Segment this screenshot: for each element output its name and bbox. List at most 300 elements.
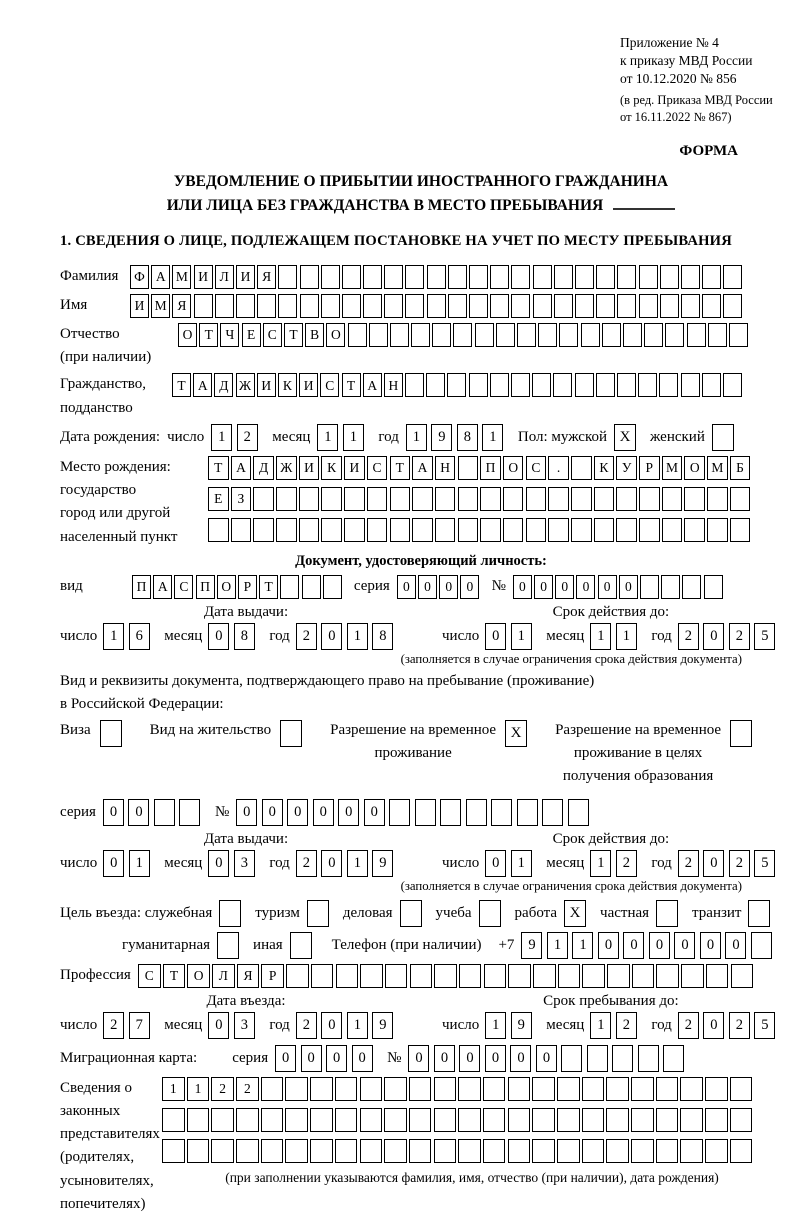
empty-cell[interactable] (342, 265, 361, 289)
empty-cell[interactable] (730, 1077, 753, 1101)
char-cell[interactable]: Н (435, 456, 456, 480)
char-cell[interactable]: Т (199, 323, 218, 347)
char-cell[interactable]: М (662, 456, 683, 480)
empty-cell[interactable] (571, 456, 592, 480)
char-cell[interactable]: 0 (364, 799, 385, 826)
empty-cell[interactable] (162, 1139, 185, 1163)
char-cell[interactable]: Е (242, 323, 261, 347)
empty-cell[interactable] (405, 294, 424, 318)
char-cell[interactable]: 0 (208, 850, 229, 877)
empty-cell[interactable] (681, 964, 704, 988)
char-cell[interactable]: Т (259, 575, 278, 599)
empty-cell[interactable] (582, 1108, 605, 1132)
empty-cell[interactable] (360, 1077, 383, 1101)
empty-cell[interactable] (276, 518, 297, 542)
char-cell[interactable]: 0 (208, 1012, 229, 1039)
char-cell[interactable]: 1 (511, 850, 532, 877)
char-cell[interactable]: 3 (234, 1012, 255, 1039)
empty-cell[interactable] (453, 323, 472, 347)
char-cell[interactable]: С (526, 456, 547, 480)
empty-cell[interactable] (458, 456, 479, 480)
empty-cell[interactable] (299, 487, 320, 511)
char-cell[interactable]: 8 (457, 424, 478, 451)
empty-cell[interactable] (344, 487, 365, 511)
char-cell[interactable]: А (231, 456, 252, 480)
empty-cell[interactable] (285, 1139, 308, 1163)
empty-cell[interactable] (638, 1045, 659, 1072)
purpose-other-checkbox[interactable] (290, 932, 312, 959)
empty-cell[interactable] (503, 518, 524, 542)
empty-cell[interactable] (367, 487, 388, 511)
empty-cell[interactable] (656, 1108, 679, 1132)
char-cell[interactable]: С (138, 964, 161, 988)
empty-cell[interactable] (660, 294, 679, 318)
empty-cell[interactable] (511, 294, 530, 318)
char-cell[interactable]: 8 (372, 623, 393, 650)
char-cell[interactable]: 1 (485, 1012, 506, 1039)
empty-cell[interactable] (582, 964, 605, 988)
empty-cell[interactable] (705, 1077, 728, 1101)
empty-cell[interactable] (596, 294, 615, 318)
empty-cell[interactable] (575, 265, 594, 289)
purpose-business-checkbox[interactable] (400, 900, 422, 927)
char-cell[interactable]: 2 (729, 1012, 750, 1039)
empty-cell[interactable] (533, 294, 552, 318)
char-cell[interactable]: А (153, 575, 172, 599)
empty-cell[interactable] (285, 1108, 308, 1132)
empty-cell[interactable] (631, 1108, 654, 1132)
empty-cell[interactable] (632, 964, 655, 988)
empty-cell[interactable] (321, 518, 342, 542)
empty-cell[interactable] (705, 1139, 728, 1163)
empty-cell[interactable] (538, 323, 557, 347)
empty-cell[interactable] (680, 1139, 703, 1163)
empty-cell[interactable] (412, 487, 433, 511)
empty-cell[interactable] (639, 518, 660, 542)
empty-cell[interactable] (321, 294, 340, 318)
empty-cell[interactable] (435, 487, 456, 511)
empty-cell[interactable] (656, 964, 679, 988)
purpose-transit-checkbox[interactable] (748, 900, 770, 927)
empty-cell[interactable] (459, 964, 482, 988)
char-cell[interactable]: 0 (485, 623, 506, 650)
empty-cell[interactable] (517, 799, 538, 826)
empty-cell[interactable] (582, 1139, 605, 1163)
empty-cell[interactable] (661, 575, 680, 599)
char-cell[interactable]: О (503, 456, 524, 480)
char-cell[interactable]: 0 (598, 932, 619, 959)
empty-cell[interactable] (508, 1139, 531, 1163)
temporary-residence-permit-checkbox[interactable]: X (505, 720, 527, 747)
empty-cell[interactable] (684, 518, 705, 542)
char-cell[interactable]: О (684, 456, 705, 480)
char-cell[interactable]: 0 (313, 799, 334, 826)
empty-cell[interactable] (554, 265, 573, 289)
empty-cell[interactable] (491, 799, 512, 826)
empty-cell[interactable] (723, 265, 742, 289)
char-cell[interactable]: 0 (703, 1012, 724, 1039)
empty-cell[interactable] (511, 373, 530, 397)
empty-cell[interactable] (390, 323, 409, 347)
char-cell[interactable]: З (231, 487, 252, 511)
empty-cell[interactable] (335, 1077, 358, 1101)
empty-cell[interactable] (458, 1077, 481, 1101)
empty-cell[interactable] (557, 1077, 580, 1101)
empty-cell[interactable] (458, 1139, 481, 1163)
char-cell[interactable]: 5 (754, 1012, 775, 1039)
char-cell[interactable]: А (412, 456, 433, 480)
empty-cell[interactable] (558, 964, 581, 988)
empty-cell[interactable] (360, 964, 383, 988)
empty-cell[interactable] (568, 799, 589, 826)
empty-cell[interactable] (211, 1139, 234, 1163)
char-cell[interactable]: И (257, 373, 276, 397)
empty-cell[interactable] (299, 518, 320, 542)
char-cell[interactable]: Е (208, 487, 229, 511)
char-cell[interactable]: Ж (236, 373, 255, 397)
empty-cell[interactable] (612, 1045, 633, 1072)
empty-cell[interactable] (302, 575, 321, 599)
empty-cell[interactable] (440, 799, 461, 826)
char-cell[interactable]: 2 (616, 850, 637, 877)
char-cell[interactable]: 0 (674, 932, 695, 959)
empty-cell[interactable] (435, 518, 456, 542)
char-cell[interactable]: И (236, 265, 255, 289)
char-cell[interactable]: 0 (576, 575, 595, 599)
empty-cell[interactable] (681, 265, 700, 289)
char-cell[interactable]: 0 (460, 575, 479, 599)
empty-cell[interactable] (215, 294, 234, 318)
empty-cell[interactable] (532, 1108, 555, 1132)
empty-cell[interactable] (751, 932, 772, 959)
empty-cell[interactable] (369, 323, 388, 347)
sex-female-checkbox[interactable] (712, 424, 734, 451)
char-cell[interactable]: П (480, 456, 501, 480)
empty-cell[interactable] (211, 1108, 234, 1132)
char-cell[interactable]: 1 (129, 850, 150, 877)
empty-cell[interactable] (311, 964, 334, 988)
education-residence-permit-checkbox[interactable] (730, 720, 752, 747)
char-cell[interactable]: Н (384, 373, 403, 397)
empty-cell[interactable] (236, 294, 255, 318)
char-cell[interactable]: 1 (162, 1077, 185, 1101)
empty-cell[interactable] (730, 518, 751, 542)
char-cell[interactable]: 0 (459, 1045, 480, 1072)
empty-cell[interactable] (280, 575, 299, 599)
char-cell[interactable]: 0 (321, 623, 342, 650)
empty-cell[interactable] (681, 373, 700, 397)
empty-cell[interactable] (412, 518, 433, 542)
char-cell[interactable]: А (193, 373, 212, 397)
empty-cell[interactable] (557, 1108, 580, 1132)
char-cell[interactable]: Я (237, 964, 260, 988)
empty-cell[interactable] (508, 1077, 531, 1101)
char-cell[interactable]: 2 (729, 623, 750, 650)
empty-cell[interactable] (384, 1108, 407, 1132)
char-cell[interactable]: 2 (678, 850, 699, 877)
char-cell[interactable]: 3 (234, 850, 255, 877)
char-cell[interactable]: Ж (276, 456, 297, 480)
empty-cell[interactable] (705, 1108, 728, 1132)
empty-cell[interactable] (389, 799, 410, 826)
empty-cell[interactable] (571, 518, 592, 542)
purpose-tourism-checkbox[interactable] (307, 900, 329, 927)
purpose-work-checkbox[interactable]: X (564, 900, 586, 927)
char-cell[interactable]: 0 (649, 932, 670, 959)
char-cell[interactable]: 0 (513, 575, 532, 599)
empty-cell[interactable] (617, 294, 636, 318)
empty-cell[interactable] (533, 964, 556, 988)
char-cell[interactable]: 0 (321, 1012, 342, 1039)
empty-cell[interactable] (680, 1108, 703, 1132)
char-cell[interactable]: И (130, 294, 149, 318)
char-cell[interactable]: Т (342, 373, 361, 397)
char-cell[interactable]: 2 (616, 1012, 637, 1039)
empty-cell[interactable] (617, 265, 636, 289)
char-cell[interactable]: 2 (296, 1012, 317, 1039)
empty-cell[interactable] (561, 1045, 582, 1072)
empty-cell[interactable] (631, 1139, 654, 1163)
char-cell[interactable]: Ч (220, 323, 239, 347)
char-cell[interactable]: И (299, 373, 318, 397)
empty-cell[interactable] (384, 1139, 407, 1163)
empty-cell[interactable] (484, 964, 507, 988)
char-cell[interactable]: Б (730, 456, 751, 480)
char-cell[interactable]: 1 (187, 1077, 210, 1101)
empty-cell[interactable] (644, 323, 663, 347)
empty-cell[interactable] (640, 575, 659, 599)
char-cell[interactable]: 2 (729, 850, 750, 877)
empty-cell[interactable] (434, 1077, 457, 1101)
empty-cell[interactable] (480, 487, 501, 511)
empty-cell[interactable] (483, 1077, 506, 1101)
char-cell[interactable]: К (321, 456, 342, 480)
empty-cell[interactable] (162, 1108, 185, 1132)
empty-cell[interactable] (639, 265, 658, 289)
empty-cell[interactable] (508, 964, 531, 988)
char-cell[interactable]: 0 (703, 623, 724, 650)
char-cell[interactable]: 1 (347, 623, 368, 650)
empty-cell[interactable] (434, 1108, 457, 1132)
empty-cell[interactable] (606, 1108, 629, 1132)
empty-cell[interactable] (458, 1108, 481, 1132)
empty-cell[interactable] (409, 1108, 432, 1132)
empty-cell[interactable] (475, 323, 494, 347)
char-cell[interactable]: Т (284, 323, 303, 347)
empty-cell[interactable] (261, 1139, 284, 1163)
char-cell[interactable]: 0 (598, 575, 617, 599)
empty-cell[interactable] (411, 323, 430, 347)
char-cell[interactable]: Д (253, 456, 274, 480)
char-cell[interactable]: 0 (103, 850, 124, 877)
empty-cell[interactable] (532, 1139, 555, 1163)
empty-cell[interactable] (335, 1108, 358, 1132)
empty-cell[interactable] (253, 487, 274, 511)
empty-cell[interactable] (684, 487, 705, 511)
empty-cell[interactable] (707, 487, 728, 511)
empty-cell[interactable] (656, 1139, 679, 1163)
empty-cell[interactable] (662, 487, 683, 511)
char-cell[interactable]: 0 (439, 575, 458, 599)
char-cell[interactable]: 0 (700, 932, 721, 959)
char-cell[interactable]: 0 (301, 1045, 322, 1072)
empty-cell[interactable] (236, 1139, 259, 1163)
char-cell[interactable]: С (320, 373, 339, 397)
empty-cell[interactable] (704, 575, 723, 599)
empty-cell[interactable] (179, 799, 200, 826)
empty-cell[interactable] (336, 964, 359, 988)
char-cell[interactable]: 2 (678, 1012, 699, 1039)
empty-cell[interactable] (665, 323, 684, 347)
empty-cell[interactable] (390, 487, 411, 511)
empty-cell[interactable] (278, 294, 297, 318)
char-cell[interactable]: А (151, 265, 170, 289)
char-cell[interactable]: Д (214, 373, 233, 397)
empty-cell[interactable] (434, 964, 457, 988)
empty-cell[interactable] (533, 265, 552, 289)
char-cell[interactable]: 5 (754, 850, 775, 877)
empty-cell[interactable] (187, 1139, 210, 1163)
empty-cell[interactable] (730, 1139, 753, 1163)
char-cell[interactable]: О (217, 575, 236, 599)
empty-cell[interactable] (285, 1077, 308, 1101)
empty-cell[interactable] (154, 799, 175, 826)
empty-cell[interactable] (367, 518, 388, 542)
empty-cell[interactable] (662, 518, 683, 542)
empty-cell[interactable] (548, 487, 569, 511)
empty-cell[interactable] (458, 487, 479, 511)
empty-cell[interactable] (208, 518, 229, 542)
char-cell[interactable]: 0 (208, 623, 229, 650)
empty-cell[interactable] (687, 323, 706, 347)
empty-cell[interactable] (384, 294, 403, 318)
char-cell[interactable]: 2 (296, 623, 317, 650)
char-cell[interactable]: Л (212, 964, 235, 988)
purpose-humanitarian-checkbox[interactable] (217, 932, 239, 959)
char-cell[interactable]: 1 (572, 932, 593, 959)
empty-cell[interactable] (261, 1077, 284, 1101)
empty-cell[interactable] (426, 373, 445, 397)
empty-cell[interactable] (469, 294, 488, 318)
empty-cell[interactable] (553, 373, 572, 397)
char-cell[interactable]: И (299, 456, 320, 480)
char-cell[interactable]: 9 (511, 1012, 532, 1039)
empty-cell[interactable] (360, 1139, 383, 1163)
char-cell[interactable]: 1 (347, 1012, 368, 1039)
char-cell[interactable]: Т (163, 964, 186, 988)
empty-cell[interactable] (594, 518, 615, 542)
char-cell[interactable]: 5 (754, 623, 775, 650)
purpose-private-checkbox[interactable] (656, 900, 678, 927)
empty-cell[interactable] (656, 1077, 679, 1101)
char-cell[interactable]: Л (215, 265, 234, 289)
empty-cell[interactable] (511, 265, 530, 289)
empty-cell[interactable] (363, 265, 382, 289)
empty-cell[interactable] (236, 1108, 259, 1132)
empty-cell[interactable] (447, 373, 466, 397)
char-cell[interactable]: 1 (590, 623, 611, 650)
empty-cell[interactable] (286, 964, 309, 988)
char-cell[interactable]: С (174, 575, 193, 599)
empty-cell[interactable] (659, 373, 678, 397)
char-cell[interactable]: С (263, 323, 282, 347)
empty-cell[interactable] (517, 323, 536, 347)
char-cell[interactable]: 1 (317, 424, 338, 451)
char-cell[interactable]: Я (257, 265, 276, 289)
char-cell[interactable]: 0 (275, 1045, 296, 1072)
empty-cell[interactable] (554, 294, 573, 318)
empty-cell[interactable] (469, 373, 488, 397)
purpose-study-checkbox[interactable] (479, 900, 501, 927)
char-cell[interactable]: Т (208, 456, 229, 480)
empty-cell[interactable] (434, 1139, 457, 1163)
empty-cell[interactable] (639, 487, 660, 511)
empty-cell[interactable] (557, 1139, 580, 1163)
empty-cell[interactable] (623, 323, 642, 347)
empty-cell[interactable] (496, 323, 515, 347)
char-cell[interactable]: П (196, 575, 215, 599)
empty-cell[interactable] (231, 518, 252, 542)
char-cell[interactable]: 9 (521, 932, 542, 959)
empty-cell[interactable] (323, 575, 342, 599)
char-cell[interactable]: 1 (211, 424, 232, 451)
empty-cell[interactable] (405, 373, 424, 397)
char-cell[interactable]: 0 (623, 932, 644, 959)
empty-cell[interactable] (427, 265, 446, 289)
char-cell[interactable]: 0 (128, 799, 149, 826)
empty-cell[interactable] (508, 1108, 531, 1132)
char-cell[interactable]: 0 (534, 575, 553, 599)
char-cell[interactable]: 0 (434, 1045, 455, 1072)
char-cell[interactable]: 0 (510, 1045, 531, 1072)
empty-cell[interactable] (310, 1108, 333, 1132)
char-cell[interactable]: 1 (616, 623, 637, 650)
char-cell[interactable]: 2 (211, 1077, 234, 1101)
char-cell[interactable]: 0 (103, 799, 124, 826)
empty-cell[interactable] (730, 487, 751, 511)
empty-cell[interactable] (257, 294, 276, 318)
empty-cell[interactable] (596, 373, 615, 397)
empty-cell[interactable] (483, 1139, 506, 1163)
empty-cell[interactable] (723, 294, 742, 318)
char-cell[interactable]: В (305, 323, 324, 347)
char-cell[interactable]: 2 (237, 424, 258, 451)
empty-cell[interactable] (503, 487, 524, 511)
empty-cell[interactable] (448, 265, 467, 289)
char-cell[interactable]: 9 (372, 1012, 393, 1039)
empty-cell[interactable] (490, 294, 509, 318)
char-cell[interactable]: 8 (234, 623, 255, 650)
char-cell[interactable]: 9 (372, 850, 393, 877)
empty-cell[interactable] (483, 1108, 506, 1132)
char-cell[interactable]: 0 (287, 799, 308, 826)
empty-cell[interactable] (731, 964, 754, 988)
char-cell[interactable]: 0 (703, 850, 724, 877)
empty-cell[interactable] (344, 518, 365, 542)
char-cell[interactable]: Р (639, 456, 660, 480)
char-cell[interactable]: 1 (511, 623, 532, 650)
empty-cell[interactable] (708, 323, 727, 347)
empty-cell[interactable] (321, 265, 340, 289)
empty-cell[interactable] (702, 373, 721, 397)
char-cell[interactable]: Р (238, 575, 257, 599)
char-cell[interactable]: 0 (236, 799, 257, 826)
empty-cell[interactable] (548, 518, 569, 542)
empty-cell[interactable] (682, 575, 701, 599)
char-cell[interactable]: 0 (397, 575, 416, 599)
char-cell[interactable]: 1 (547, 932, 568, 959)
empty-cell[interactable] (384, 265, 403, 289)
